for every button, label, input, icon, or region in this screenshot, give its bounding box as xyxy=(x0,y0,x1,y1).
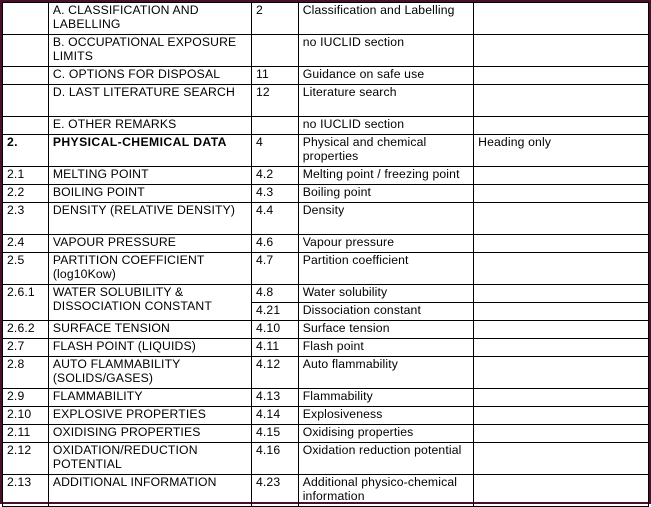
remark xyxy=(474,425,649,443)
row-number xyxy=(3,85,49,117)
sids-title: A. CLASSIFICATION AND LABELLING xyxy=(48,3,251,35)
sids-title: PHYSICAL-CHEMICAL DATA xyxy=(48,135,251,167)
iuclid-section: Flash point xyxy=(298,339,473,357)
iuclid-section: Flammability xyxy=(298,389,473,407)
iuclid-number: 4.4 xyxy=(251,203,298,235)
iuclid-number: 4.8 xyxy=(251,285,298,303)
sids-title: SURFACE TENSION xyxy=(48,321,251,339)
iuclid-section: Guidance on safe use xyxy=(298,67,473,85)
row-number xyxy=(3,3,49,35)
row-number: 2.12 xyxy=(3,443,49,475)
sids-title: ADDITIONAL INFORMATION xyxy=(48,475,251,507)
table-row-heading xyxy=(3,135,649,167)
row-number: 2.1 xyxy=(3,167,49,185)
row-number: 2.13 xyxy=(3,475,49,507)
table-row xyxy=(3,321,649,339)
row-number: 2.3 xyxy=(3,203,49,235)
table-row xyxy=(3,35,649,67)
table-row xyxy=(3,3,649,35)
iuclid-number: 4.21 xyxy=(251,303,298,321)
iuclid-number: 11 xyxy=(251,67,298,85)
iuclid-section: Oxidising properties xyxy=(298,425,473,443)
iuclid-number: 4.2 xyxy=(251,167,298,185)
table-row xyxy=(3,407,649,425)
remark xyxy=(474,235,649,253)
iuclid-number: 4.13 xyxy=(251,389,298,407)
iuclid-number: 12 xyxy=(251,85,298,117)
iuclid-section: Melting point / freezing point xyxy=(298,167,473,185)
table-row xyxy=(3,85,649,117)
iuclid-number: 4.16 xyxy=(251,443,298,475)
iuclid-number: 4.10 xyxy=(251,321,298,339)
table-row xyxy=(3,443,649,475)
remark xyxy=(474,85,649,117)
remark xyxy=(474,407,649,425)
sids-title: AUTO FLAMMABILITY (SOLIDS/GASES) xyxy=(48,357,251,389)
iuclid-section: Classification and Labelling xyxy=(298,3,473,35)
remark xyxy=(474,389,649,407)
remark xyxy=(474,339,649,357)
sids-title: DENSITY (RELATIVE DENSITY) xyxy=(48,203,251,235)
remark xyxy=(474,285,649,303)
iuclid-number: 4.6 xyxy=(251,235,298,253)
sids-title: VAPOUR PRESSURE xyxy=(48,235,251,253)
row-number xyxy=(3,67,49,85)
table-row xyxy=(3,253,649,285)
sids-title: WATER SOLUBILITY & DISSOCIATION CONSTANT xyxy=(48,285,251,321)
iuclid-number: 4.14 xyxy=(251,407,298,425)
iuclid-section: Surface tension xyxy=(298,321,473,339)
iuclid-number: 4 xyxy=(251,135,298,167)
remark xyxy=(474,253,649,285)
table-row xyxy=(3,475,649,507)
row-number xyxy=(3,117,49,135)
iuclid-number xyxy=(251,35,298,67)
remark xyxy=(474,3,649,35)
sids-title: FLASH POINT (LIQUIDS) xyxy=(48,339,251,357)
iuclid-number: 4.11 xyxy=(251,339,298,357)
iuclid-number: 4.23 xyxy=(251,475,298,507)
iuclid-number: 2 xyxy=(251,3,298,35)
row-number: 2.9 xyxy=(3,389,49,407)
row-number: 2.7 xyxy=(3,339,49,357)
iuclid-number: 4.15 xyxy=(251,425,298,443)
iuclid-number: 4.3 xyxy=(251,185,298,203)
sids-title: FLAMMABILITY xyxy=(48,389,251,407)
iuclid-section: Explosiveness xyxy=(298,407,473,425)
iuclid-section: Auto flammability xyxy=(298,357,473,389)
table-row xyxy=(3,357,649,389)
table-row xyxy=(3,203,649,235)
table-row xyxy=(3,285,649,303)
iuclid-section: Additional physico-chemical information xyxy=(298,475,473,507)
sids-title: E. OTHER REMARKS xyxy=(48,117,251,135)
iuclid-section: no IUCLID section xyxy=(298,35,473,67)
iuclid-number xyxy=(251,117,298,135)
sids-title: B. OCCUPATIONAL EXPOSURE LIMITS xyxy=(48,35,251,67)
remark xyxy=(474,203,649,235)
sids-iuclid-mapping-table xyxy=(2,2,649,507)
row-number xyxy=(3,35,49,67)
sids-title: OXIDISING PROPERTIES xyxy=(48,425,251,443)
row-number: 2. xyxy=(3,135,49,167)
remark xyxy=(474,167,649,185)
remark xyxy=(474,35,649,67)
iuclid-section: Boiling point xyxy=(298,185,473,203)
iuclid-section: Density xyxy=(298,203,473,235)
iuclid-section: Water solubility xyxy=(298,285,473,303)
iuclid-section: Literature search xyxy=(298,85,473,117)
sids-title: BOILING POINT xyxy=(48,185,251,203)
table-row xyxy=(3,389,649,407)
iuclid-section: Oxidation reduction potential xyxy=(298,443,473,475)
sids-title: MELTING POINT xyxy=(48,167,251,185)
remark xyxy=(474,475,649,507)
table-row xyxy=(3,117,649,135)
remark xyxy=(474,185,649,203)
table-row xyxy=(3,235,649,253)
remark xyxy=(474,357,649,389)
sids-title: EXPLOSIVE PROPERTIES xyxy=(48,407,251,425)
table-row xyxy=(3,425,649,443)
row-number: 2.4 xyxy=(3,235,49,253)
iuclid-section: no IUCLID section xyxy=(298,117,473,135)
row-number: 2.5 xyxy=(3,253,49,285)
iuclid-section: Partition coefficient xyxy=(298,253,473,285)
iuclid-section: Dissociation constant xyxy=(298,303,473,321)
remark xyxy=(474,117,649,135)
row-number: 2.10 xyxy=(3,407,49,425)
iuclid-section: Vapour pressure xyxy=(298,235,473,253)
iuclid-number: 4.12 xyxy=(251,357,298,389)
table-row xyxy=(3,67,649,85)
remark xyxy=(474,67,649,85)
table-row xyxy=(3,339,649,357)
row-number: 2.8 xyxy=(3,357,49,389)
iuclid-number: 4.7 xyxy=(251,253,298,285)
sids-title: OXIDATION/REDUCTION POTENTIAL xyxy=(48,443,251,475)
remark xyxy=(474,303,649,321)
sids-title: C. OPTIONS FOR DISPOSAL xyxy=(48,67,251,85)
remark xyxy=(474,321,649,339)
row-number: 2.2 xyxy=(3,185,49,203)
iuclid-section: Physical and chemical properties xyxy=(298,135,473,167)
remark xyxy=(474,443,649,475)
table-row xyxy=(3,167,649,185)
sids-title: D. LAST LITERATURE SEARCH xyxy=(48,85,251,117)
row-number: 2.6.1 xyxy=(3,285,49,321)
remark: Heading only xyxy=(474,135,649,167)
sids-title: PARTITION COEFFICIENT (log10Kow) xyxy=(48,253,251,285)
row-number: 2.6.2 xyxy=(3,321,49,339)
row-number: 2.11 xyxy=(3,425,49,443)
table-row xyxy=(3,185,649,203)
